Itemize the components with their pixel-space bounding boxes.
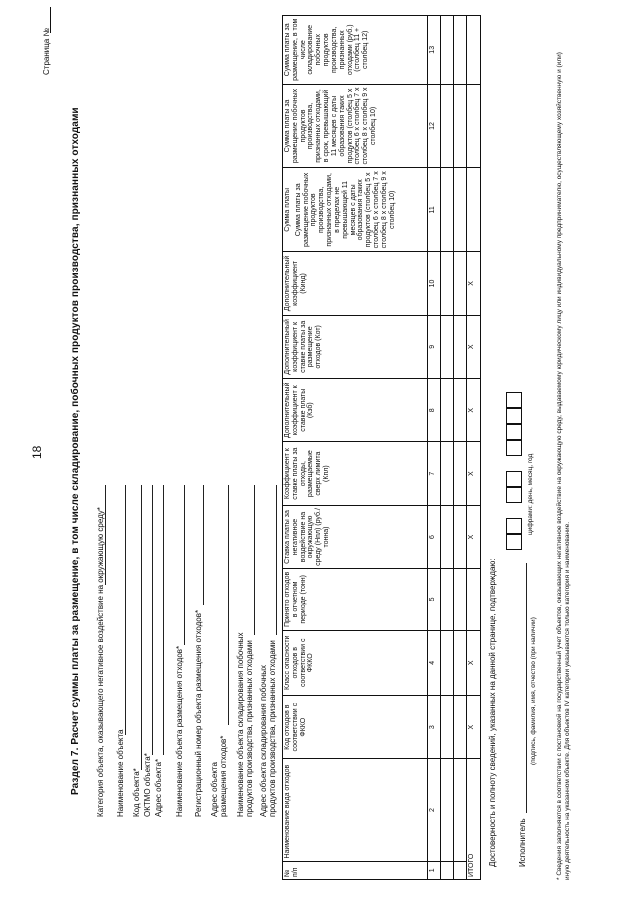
col-header-2: Наименование вида отходов	[283, 759, 428, 861]
col-number: 1	[428, 861, 441, 879]
field-object-name-label: Наименование объекта	[116, 729, 125, 817]
executor-label: Исполнитель	[518, 818, 527, 867]
date-month-box[interactable]	[506, 471, 522, 487]
total-cell: X	[467, 315, 481, 378]
date-day-box[interactable]	[506, 534, 522, 550]
field-storage-address-label-1: Адрес объекта складирования побочных	[259, 665, 268, 817]
table-cell[interactable]	[441, 505, 454, 568]
field-oktmo-label: ОКТМО объекта*	[143, 753, 152, 817]
table-cell[interactable]	[441, 16, 454, 85]
col-header-12: Сумма платы за размещение побочных продуктов производства, признанных отходами, в срок, превышающий 11 месяцев с даты образования таких продуктов (столбец 5 х столбец 6 х столбец 7 х столбец 8 х столбец 9 х столбец 10)	[283, 84, 428, 168]
total-cell: X	[467, 379, 481, 442]
page-number-label: Страница №	[42, 27, 51, 75]
col-number: 4	[428, 630, 441, 695]
table-cell[interactable]	[441, 759, 454, 861]
table-cell[interactable]	[454, 252, 467, 315]
total-cell: X	[467, 695, 481, 758]
col-header-7: Коэффициент к ставке платы за отходы, размещаемые сверх лимита (Кпл)	[283, 442, 428, 505]
field-object-address-line[interactable]	[163, 485, 164, 755]
table-cell[interactable]	[454, 505, 467, 568]
table-cell[interactable]	[454, 16, 467, 85]
executor-hint: (подпись, фамилия, имя, отчество (при наличии)	[530, 617, 537, 765]
page-number: 18	[30, 445, 44, 459]
col-number: 2	[428, 759, 441, 861]
table-cell[interactable]	[454, 168, 467, 252]
field-reg-number-label: Регистрационный номер объекта размещения отходов*	[194, 609, 203, 817]
date-boxes[interactable]	[506, 392, 527, 550]
table-cell[interactable]	[454, 630, 467, 695]
table-cell[interactable]	[454, 379, 467, 442]
table-total-row	[467, 16, 481, 880]
table-cell[interactable]	[454, 442, 467, 505]
table-cell[interactable]	[441, 252, 454, 315]
field-category-line[interactable]	[105, 485, 106, 585]
total-cell[interactable]	[467, 16, 481, 85]
col-number: 9	[428, 315, 441, 378]
table-cell[interactable]	[454, 759, 467, 861]
table-cell[interactable]	[441, 379, 454, 442]
field-object-code-label: Код объекта*	[132, 768, 141, 817]
field-site-address-line[interactable]	[228, 485, 229, 725]
col-number: 7	[428, 442, 441, 505]
table-cell[interactable]	[441, 695, 454, 758]
field-site-address-label-1: Адрес объекта	[210, 762, 219, 817]
date-year-box[interactable]	[506, 408, 522, 424]
col-number: 8	[428, 379, 441, 442]
table-cell[interactable]	[454, 861, 467, 879]
table-row[interactable]	[441, 16, 454, 880]
col-header-5: Принято отходов в отчетном периоде (тонн)	[283, 569, 428, 630]
footnote: * Сведения заполняются в соответствии с постановкой на государственный учет объектов, оказывающих негативное воздействие на окружающую среду, выдаваемому юридическому лицу или индивидуальному предпринимателю, осуществляющему хозяйственную и (или) иную деятельность на указанном объекте. Для объектов IV категории указываются только категория и наименование.	[556, 52, 571, 880]
col-header-6: Ставка платы за негативное воздействие на окружающую среду (Нпл) (руб./тонна)	[283, 505, 428, 568]
date-year-box[interactable]	[506, 424, 522, 440]
total-cell: X	[467, 442, 481, 505]
col-header-9: Дополнительный коэффициент к ставке платы за размещение отходов (Кот)	[283, 315, 428, 378]
col-header-8: Дополнительный коэффициент к ставке платы (Кзб)	[283, 379, 428, 442]
col-number: 10	[428, 252, 441, 315]
field-storage-address-line[interactable]	[276, 485, 277, 635]
executor-signature-line[interactable]	[526, 563, 527, 813]
date-day-box[interactable]	[506, 518, 522, 534]
field-category-label: Категория объекта, оказывающего негативное воздействие на окружающую среду*	[96, 507, 105, 817]
field-site-address-label-2: размещения отходов*	[219, 735, 228, 817]
group-header-sum: Сумма платы	[284, 187, 291, 232]
field-storage-name-line[interactable]	[254, 485, 255, 635]
date-year-box[interactable]	[506, 392, 522, 408]
field-reg-number-line[interactable]	[203, 485, 204, 605]
table-cell[interactable]	[441, 168, 454, 252]
total-cell[interactable]	[467, 84, 481, 168]
total-cell[interactable]	[467, 569, 481, 630]
col-number: 11	[428, 168, 441, 252]
total-cell: X	[467, 505, 481, 568]
field-object-code-line[interactable]	[141, 485, 142, 770]
total-cell[interactable]	[467, 168, 481, 252]
table-cell[interactable]	[441, 569, 454, 630]
col-number: 12	[428, 84, 441, 168]
col-header-11-text: Сумма платы за размещение побочных продуктов производства, признанных отходами, в пределах не превышающей 11 месяцев с даты образования таких продуктов (столбец 5 х столбец 6 х столбец 7 х столбец 8 х столбец 9 х столбец 10)	[294, 171, 396, 249]
table-header-row	[283, 16, 428, 880]
field-object-address-label: Адрес объекта*	[154, 758, 163, 817]
page-number-line[interactable]	[50, 7, 51, 33]
col-header-10: Дополнительный коэффициент (Кинд)	[283, 252, 428, 315]
table-cell[interactable]	[441, 84, 454, 168]
table-cell[interactable]	[454, 84, 467, 168]
field-waste-site-line[interactable]	[184, 485, 185, 645]
section-title: Раздел 7. Расчет суммы платы за размещение, в том числе складирование, побочных продуктов производства, признанных отходами	[70, 107, 81, 795]
table-cell[interactable]	[454, 315, 467, 378]
col-number: 13	[428, 16, 441, 85]
field-storage-name-label-2: продуктов производства, признанных отходами	[245, 640, 254, 817]
confirm-text: Достоверность и полноту сведений, указанных на данной странице, подтверждаю:	[488, 558, 497, 867]
table-cell[interactable]	[441, 315, 454, 378]
field-storage-address-label-2: продуктов производства, признанных отходами	[268, 640, 277, 817]
col-header-11	[283, 168, 428, 252]
table-cell[interactable]	[441, 630, 454, 695]
payment-calculation-table	[282, 15, 481, 880]
table-row[interactable]	[454, 16, 467, 880]
date-hint: цифрами: день, месяц, год	[527, 453, 534, 535]
table-number-row	[428, 16, 441, 880]
col-number: 5	[428, 569, 441, 630]
total-cell: X	[467, 630, 481, 695]
table-cell[interactable]	[454, 569, 467, 630]
date-month-box[interactable]	[506, 487, 522, 503]
col-number: 6	[428, 505, 441, 568]
total-cell: X	[467, 252, 481, 315]
field-object-name-line[interactable]	[125, 485, 126, 735]
total-label: ИТОГО	[467, 759, 481, 880]
col-header-1: № п/п	[283, 861, 428, 879]
field-oktmo-line[interactable]	[152, 485, 153, 755]
table-cell[interactable]	[441, 861, 454, 879]
field-waste-site-label: Наименование объекта размещения отходов*	[175, 645, 184, 817]
date-year-box[interactable]	[506, 440, 522, 456]
col-number: 3	[428, 695, 441, 758]
col-header-4: Класс опасности отходов в соответствии с ФККО	[283, 630, 428, 695]
table-cell[interactable]	[454, 695, 467, 758]
table-cell[interactable]	[441, 442, 454, 505]
col-header-3: Код отходов в соответствии с ФККО	[283, 695, 428, 758]
col-header-13: Сумма платы за размещение, в том числе складирование побочных продуктов производства, признанных отходами (руб.) (столбец 11 + столбец 12)	[283, 16, 428, 85]
field-storage-name-label-1: Наименование объекта складирования побочных	[236, 632, 245, 817]
